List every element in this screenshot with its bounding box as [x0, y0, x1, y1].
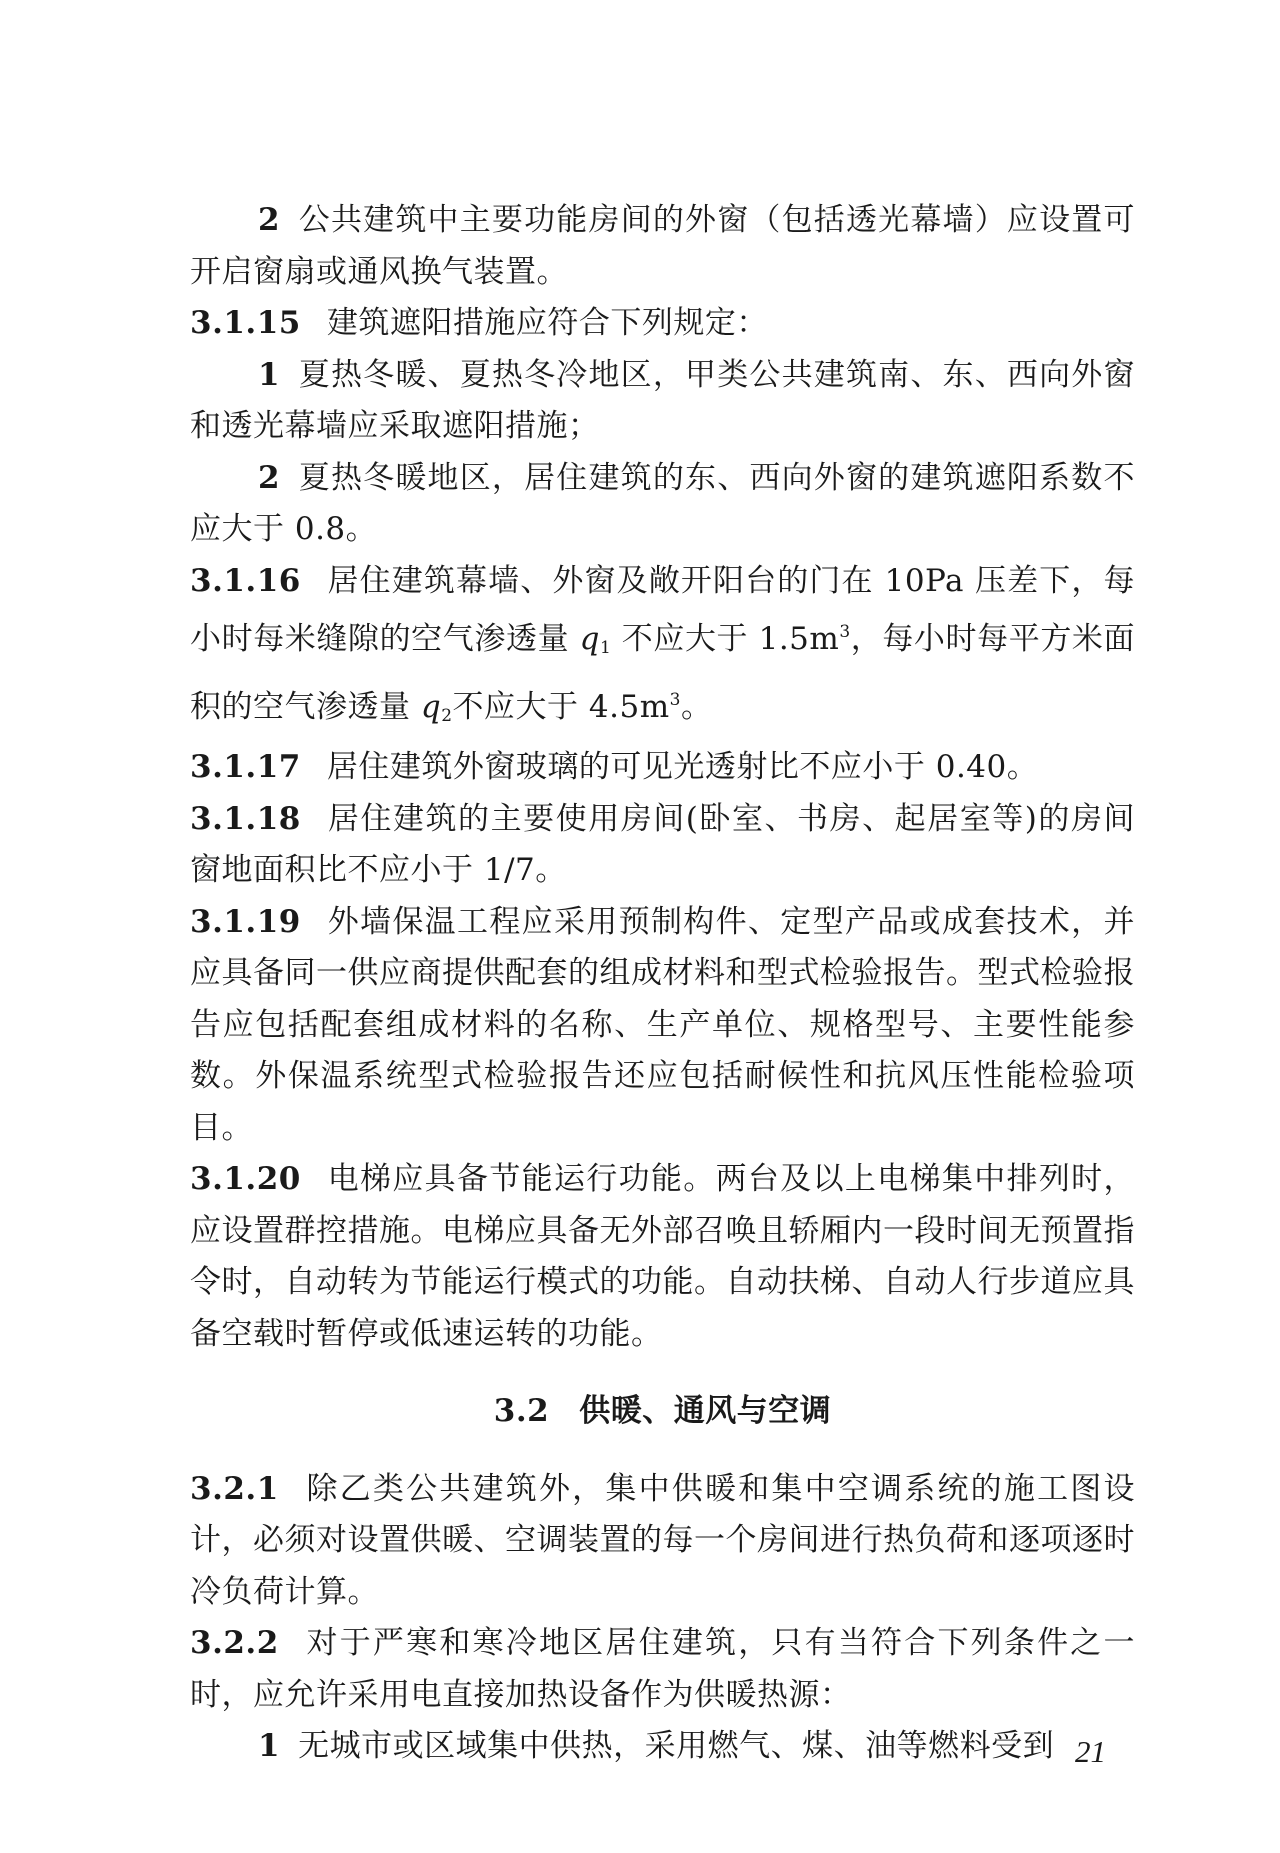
- item-text: 公共建筑中主要功能房间的外窗（包括透光幕墙）应设置可开启窗扇或通风换气装置。: [190, 202, 1135, 290]
- clause-text: 。: [680, 688, 713, 725]
- item-number: 1: [258, 356, 281, 393]
- clause-paragraph: [190, 794, 1135, 897]
- item-text: 夏热冬暖地区，居住建筑的东、西向外窗的建筑遮阳系数不应大于 0.8。: [190, 459, 1135, 547]
- clause-paragraph: [190, 742, 1135, 794]
- clause-text: ，每小时每平方米面积的空气渗透量: [190, 621, 1136, 725]
- item-text: 夏热冬暖、夏热冬冷地区，甲类公共建筑南、东、西向外窗和透光幕墙应采取遮阳措施；: [190, 356, 1135, 444]
- item-text: 无城市或区域集中供热，采用燃气、煤、油等燃料受到: [298, 1728, 1055, 1764]
- section-title: 供暖、通风与空调: [579, 1393, 832, 1429]
- clause-number: 3.1.17: [190, 749, 301, 785]
- variable-q: q: [579, 621, 600, 657]
- clause-text: 不应大于 4.5m: [452, 688, 670, 725]
- clause-number: 3.2.1: [190, 1470, 279, 1507]
- clause-paragraph: [190, 1154, 1135, 1360]
- variable-q: q: [420, 688, 442, 725]
- item-paragraph: [190, 453, 1135, 556]
- item-number: 1: [258, 1728, 281, 1764]
- item-paragraph: [190, 1721, 1135, 1773]
- item-paragraph: [190, 350, 1135, 453]
- clause-text: 除乙类公共建筑外，集中供暖和集中空调系统的施工图设计，必须对设置供暖、空调装置的每一个房间进行热负荷和逐项逐时冷负荷计算。: [190, 1470, 1135, 1610]
- subscript: 1: [599, 638, 612, 658]
- clause-paragraph: [190, 897, 1135, 1155]
- clause-paragraph: [190, 298, 1135, 350]
- subscript: 2: [441, 705, 453, 726]
- superscript: 3: [839, 622, 851, 642]
- clause-text: 居住建筑的主要使用房间(卧室、书房、起居室等)的房间窗地面积比不应小于 1/7。: [190, 800, 1135, 888]
- clause-text: 不应大于 1.5m: [611, 621, 840, 657]
- clause-text: 对于严寒和寒冷地区居住建筑，只有当符合下列条件之一时，应允许采用电直接加热设备作为供暖热源：: [190, 1625, 1135, 1713]
- clause-number: 3.1.19: [190, 903, 301, 940]
- clause-number: 3.2.2: [190, 1625, 279, 1661]
- clause-text: 建筑遮阳措施应符合下列规定：: [326, 305, 768, 341]
- clause-text: 电梯应具备节能运行功能。两台及以上电梯集中排列时，应设置群控措施。电梯应具备无外部召唤且轿厢内一段时间无预置指令时，自动转为节能运行模式的功能。自动扶梯、自动人行步道应具备空载时暂停或低速运转的功能。: [190, 1161, 1135, 1352]
- page-number: 21: [1075, 1734, 1106, 1769]
- clause-paragraph: [190, 1464, 1135, 1619]
- item-paragraph: [190, 195, 1135, 298]
- clause-number: 3.1.15: [190, 305, 301, 341]
- clause-paragraph: [190, 1618, 1135, 1721]
- clause-text: 外墙保温工程应采用预制构件、定型产品或成套技术，并应具备同一供应商提供配套的组成材料和型式检验报告。型式检验报告应包括配套组成材料的名称、生产单位、规格型号、主要性能参数。外保温系统型式检验报告还应包括耐候性和抗风压性能检验项目。: [190, 903, 1135, 1146]
- item-number: 2: [258, 202, 281, 238]
- superscript: 3: [669, 689, 681, 710]
- section-heading: [190, 1386, 1135, 1438]
- clause-number: 3.1.20: [190, 1161, 301, 1197]
- clause-text: 居住建筑幕墙、外窗及敞开阳台的门在 10Pa 压差下，每小时每米缝隙的空气渗透量: [190, 562, 1135, 657]
- clause-text: 居住建筑外窗玻璃的可见光透射比不应小于 0.40。: [326, 749, 1039, 785]
- document-body: [190, 195, 1135, 1773]
- clause-number: 3.1.16: [190, 562, 301, 599]
- clause-number: 3.1.18: [190, 800, 301, 837]
- section-number: 3.2: [493, 1393, 550, 1429]
- item-number: 2: [258, 459, 281, 496]
- clause-paragraph: [190, 556, 1135, 743]
